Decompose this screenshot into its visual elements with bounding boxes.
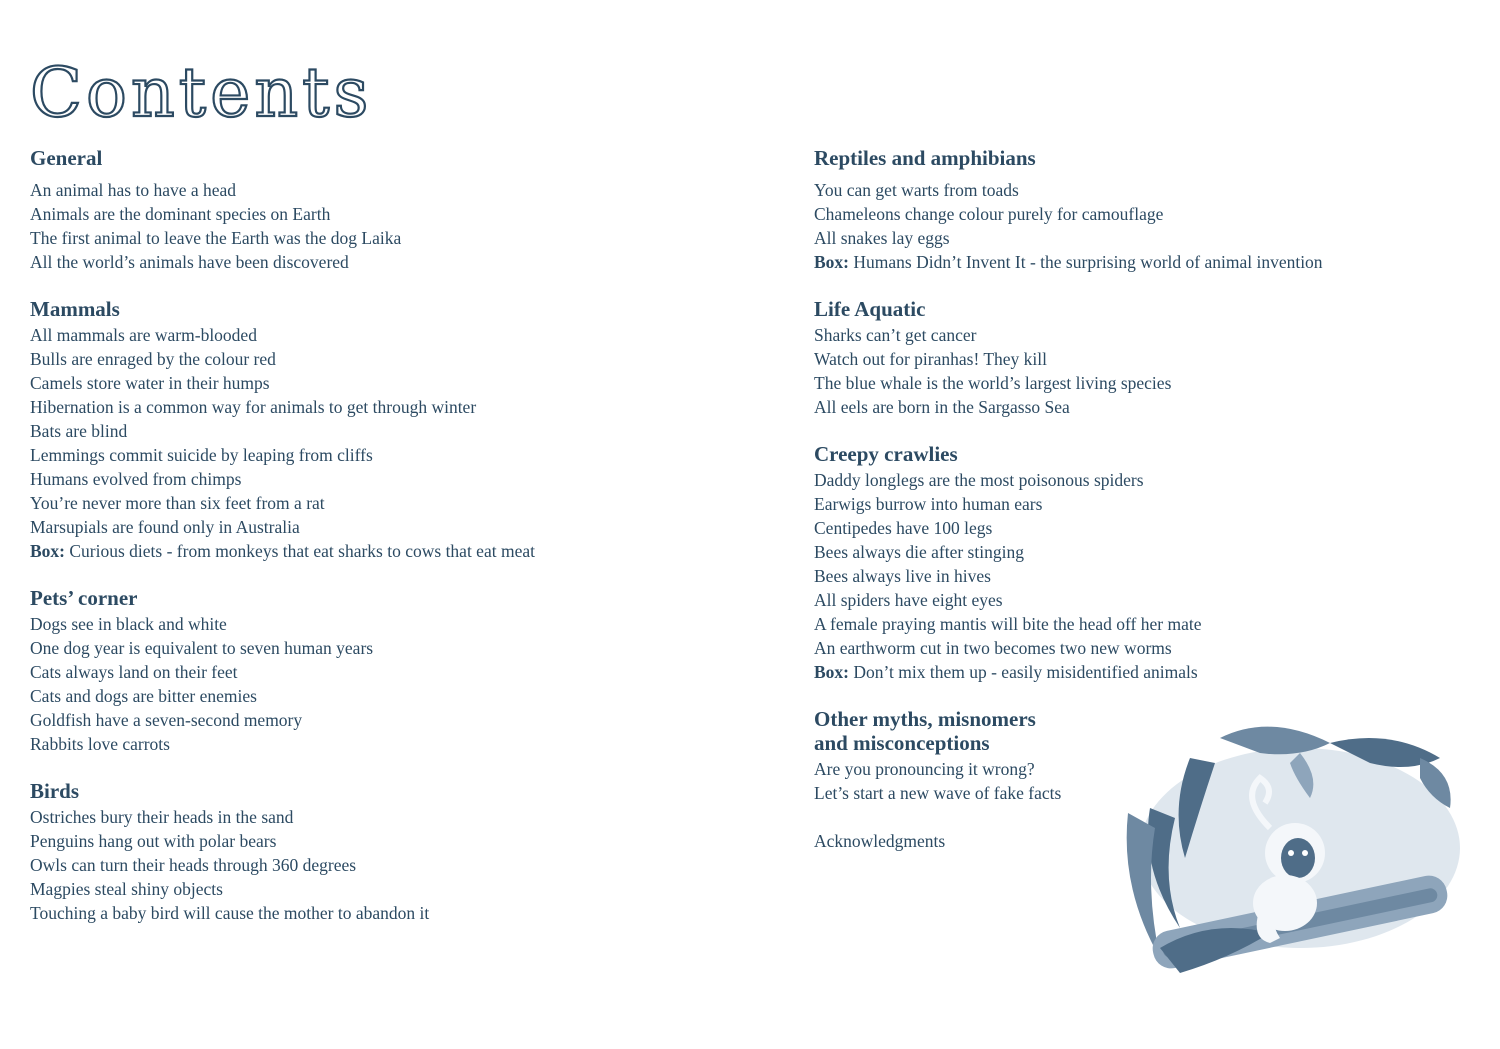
contents-entry xyxy=(814,347,1474,371)
contents-entry xyxy=(30,226,750,250)
contents-entry xyxy=(30,323,750,347)
entry-text: Sharks can’t get cancer xyxy=(814,325,977,345)
entry-text: The blue whale is the world’s largest living species xyxy=(814,373,1172,393)
entry-text: Penguins hang out with polar bears xyxy=(30,831,277,851)
entry-text: Touching a baby bird will cause the mother to abandon it xyxy=(30,903,430,923)
contents-left-column xyxy=(30,146,750,948)
section-heading: Life Aquatic xyxy=(814,297,926,321)
box-label: Box: xyxy=(814,252,849,272)
page-title: Contents xyxy=(30,53,373,133)
contents-entry xyxy=(30,636,750,660)
contents-entry xyxy=(30,853,750,877)
entry-text: Cats always land on their feet xyxy=(30,662,238,682)
entry-text: Humans evolved from chimps xyxy=(30,469,242,489)
contents-entry xyxy=(30,660,750,684)
contents-entry xyxy=(814,371,1474,395)
entry-text: One dog year is equivalent to seven human years xyxy=(30,638,374,658)
entry-text: Camels store water in their humps xyxy=(30,373,270,393)
entry-text: All snakes lay eggs xyxy=(814,228,950,248)
entry-text: You can get warts from toads xyxy=(814,180,1019,200)
contents-entry xyxy=(30,395,750,419)
section-mammals xyxy=(30,297,750,563)
entry-text: Magpies steal shiny objects xyxy=(30,879,223,899)
contents-entry xyxy=(814,468,1474,492)
entry-text: Cats and dogs are bitter enemies xyxy=(30,686,257,706)
contents-entry xyxy=(30,684,750,708)
contents-entry xyxy=(30,347,750,371)
entry-text: Centipedes have 100 legs xyxy=(814,518,993,538)
entry-text: Curious diets - from monkeys that eat sharks to cows that eat meat xyxy=(65,541,535,561)
contents-entry xyxy=(814,540,1474,564)
section-heading: General xyxy=(30,146,103,170)
entry-text: All eels are born in the Sargasso Sea xyxy=(814,397,1070,417)
section-heading: Pets’ corner xyxy=(30,586,138,610)
entry-text: Dogs see in black and white xyxy=(30,614,227,634)
box-label: Box: xyxy=(814,662,849,682)
contents-entry xyxy=(30,178,750,202)
entry-text: All mammals are warm-blooded xyxy=(30,325,257,345)
entry-text: Chameleons change colour purely for camouflage xyxy=(814,204,1164,224)
entry-text: Lemmings commit suicide by leaping from cliffs xyxy=(30,445,373,465)
contents-entry xyxy=(814,636,1474,660)
contents-entry xyxy=(814,564,1474,588)
box-label: Box: xyxy=(30,541,65,561)
contents-entry xyxy=(30,805,750,829)
acknowledgments-entry: Acknowledgments xyxy=(814,831,946,851)
contents-entry xyxy=(30,829,750,853)
entry-text: Humans Didn’t Invent It - the surprising world of animal invention xyxy=(849,252,1323,272)
entry-text: The first animal to leave the Earth was the dog Laika xyxy=(30,228,402,248)
entry-text: All spiders have eight eyes xyxy=(814,590,1003,610)
contents-entry xyxy=(814,323,1474,347)
entry-text: You’re never more than six feet from a rat xyxy=(30,493,325,513)
entry-text: Owls can turn their heads through 360 degrees xyxy=(30,855,357,875)
contents-entry xyxy=(814,516,1474,540)
section-heading: Reptiles and amphibians xyxy=(814,146,1036,170)
entry-text: Watch out for piranhas! They kill xyxy=(814,349,1047,369)
entry-text: Ostriches bury their heads in the sand xyxy=(30,807,294,827)
section-heading: Creepy crawlies xyxy=(814,442,958,466)
contents-entry xyxy=(814,250,1474,274)
entry-text: Daddy longlegs are the most poisonous spiders xyxy=(814,470,1144,490)
contents-entry xyxy=(814,612,1474,636)
section-creepy-crawlies xyxy=(814,442,1474,684)
entry-text: Let’s start a new wave of fake facts xyxy=(814,783,1062,803)
entry-text: Bats are blind xyxy=(30,421,128,441)
contents-entry xyxy=(30,467,750,491)
contents-entry xyxy=(30,612,750,636)
entry-text: Don’t mix them up - easily misidentified animals xyxy=(849,662,1198,682)
entry-text: All the world’s animals have been discovered xyxy=(30,252,349,272)
section-reptiles-and-amphibians xyxy=(814,146,1474,274)
section-heading: Other myths, misnomers and misconceptions xyxy=(814,707,1036,755)
contents-entry xyxy=(30,539,750,563)
contents-entry xyxy=(30,732,750,756)
entry-text: A female praying mantis will bite the head off her mate xyxy=(814,614,1202,634)
entry-text: Are you pronouncing it wrong? xyxy=(814,759,1035,779)
contents-entry xyxy=(30,877,750,901)
contents-entry xyxy=(814,660,1474,684)
contents-entry xyxy=(814,226,1474,250)
entry-text: Marsupials are found only in Australia xyxy=(30,517,300,537)
contents-entry xyxy=(30,491,750,515)
entry-text: Animals are the dominant species on Earth xyxy=(30,204,331,224)
contents-entry xyxy=(814,202,1474,226)
section-general xyxy=(30,146,750,274)
contents-entry xyxy=(30,443,750,467)
contents-entry xyxy=(30,419,750,443)
monkey-on-branch-illustration xyxy=(1120,718,1470,998)
section-heading: Birds xyxy=(30,779,80,803)
contents-entry xyxy=(30,515,750,539)
contents-entry xyxy=(814,178,1474,202)
entry-text: Bees always die after stinging xyxy=(814,542,1024,562)
entry-text: Goldfish have a seven-second memory xyxy=(30,710,303,730)
contents-entry xyxy=(814,395,1474,419)
contents-entry xyxy=(30,202,750,226)
contents-entry xyxy=(814,588,1474,612)
section-birds xyxy=(30,779,750,925)
entry-text: Earwigs burrow into human ears xyxy=(814,494,1043,514)
entry-text: An animal has to have a head xyxy=(30,180,237,200)
entry-text: Bulls are enraged by the colour red xyxy=(30,349,276,369)
contents-entry xyxy=(30,250,750,274)
entry-text: Hibernation is a common way for animals to get through winter xyxy=(30,397,477,417)
contents-entry xyxy=(30,901,750,925)
contents-entry xyxy=(30,371,750,395)
section-heading: Mammals xyxy=(30,297,120,321)
section-life-aquatic xyxy=(814,297,1474,419)
entry-text: Rabbits love carrots xyxy=(30,734,170,754)
entry-text: Bees always live in hives xyxy=(814,566,991,586)
contents-entry xyxy=(30,708,750,732)
entry-text: An earthworm cut in two becomes two new worms xyxy=(814,638,1172,658)
contents-entry xyxy=(814,492,1474,516)
section-pets-corner xyxy=(30,586,750,756)
